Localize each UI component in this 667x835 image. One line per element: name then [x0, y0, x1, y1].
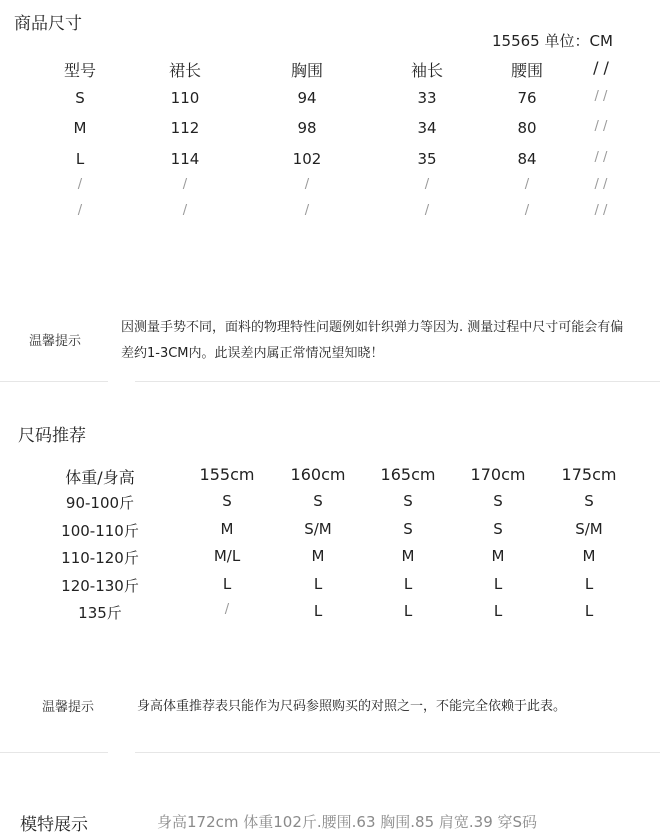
table-header-cell: 体重/身高	[65, 468, 135, 487]
size-table-cell: 34	[417, 119, 437, 137]
code-unit-label: 15565 单位：CM	[492, 32, 613, 50]
size-table-cell: / /	[594, 119, 608, 134]
section-divider	[135, 381, 660, 382]
table-header-cell: 155cm	[199, 465, 255, 484]
size-table-cell: S	[75, 89, 85, 107]
size-table-cell: 84	[517, 150, 537, 168]
section-divider	[0, 381, 108, 382]
size-note-label: 温馨提示	[29, 334, 82, 349]
recommend-table-cell: S	[493, 492, 503, 510]
size-table-cell: /	[524, 177, 530, 192]
size-table-cell: 94	[297, 89, 317, 107]
size-table-cell: / /	[594, 177, 608, 192]
size-table-cell: /	[182, 203, 188, 218]
table-header-cell: 175cm	[561, 465, 617, 484]
recommend-table-cell: L	[313, 575, 323, 593]
recommend-table-cell: S/M	[304, 520, 332, 538]
recommend-table-cell: M/L	[213, 547, 241, 565]
model-section-title: 模特展示	[20, 815, 88, 835]
recommend-table-cell: 110-120斤	[61, 549, 139, 567]
recommend-table-cell: M	[401, 547, 415, 565]
recommend-table-cell: L	[493, 602, 503, 620]
recommend-table-cell: L	[584, 575, 594, 593]
recommend-table-cell: 100-110斤	[61, 522, 139, 540]
recommend-table-cell: S	[222, 492, 232, 510]
size-table-cell: /	[77, 177, 83, 192]
recommend-note-text: 身高体重推荐表只能作为尺码参照购买的对照之一，不能完全依赖于此表。	[137, 699, 567, 714]
recommend-table-cell: L	[584, 602, 594, 620]
size-section-title: 商品尺寸	[14, 14, 82, 34]
size-table-cell: /	[182, 177, 188, 192]
recommend-table-cell: L	[493, 575, 503, 593]
table-header-cell: 裙长	[168, 61, 202, 80]
table-header-cell: 型号	[63, 61, 97, 80]
size-table-cell: /	[304, 203, 310, 218]
size-note-text: 因测量手势不同，面料的物理特性问题例如针织弹力等因为. 测量过程中尺寸可能会有偏差约1-3CM内。此误差内属正常情况望知晓！	[121, 320, 624, 361]
recommend-table-cell: M	[491, 547, 505, 565]
recommend-table-cell: M	[220, 520, 234, 538]
size-table-cell: / /	[594, 89, 608, 104]
size-table-cell: /	[304, 177, 310, 192]
table-header-cell: 腰围	[510, 61, 544, 80]
recommend-table-cell: L	[403, 602, 413, 620]
recommend-table-cell: M	[582, 547, 596, 565]
recommend-note-label: 温馨提示	[42, 700, 95, 715]
recommend-table-cell: 135斤	[78, 604, 122, 622]
table-header-cell: 160cm	[290, 465, 346, 484]
size-table-cell: /	[524, 203, 530, 218]
section-divider	[0, 752, 108, 753]
recommend-table-cell: S/M	[575, 520, 603, 538]
table-header-cell: / /	[593, 58, 609, 77]
recommend-section-title: 尺码推荐	[18, 426, 86, 446]
size-table-cell: 33	[417, 89, 437, 107]
size-table-cell: 110	[170, 89, 200, 107]
recommend-table-cell: S	[584, 492, 594, 510]
table-header-cell: 170cm	[470, 465, 526, 484]
recommend-table-cell: S	[493, 520, 503, 538]
recommend-table-cell: 120-130斤	[61, 577, 139, 595]
recommend-table-cell: 90-100斤	[65, 494, 135, 512]
size-table-cell: / /	[594, 203, 608, 218]
model-info: 身高172cm 体重102斤.腰围.63 胸围.85 肩宽.39 穿S码	[157, 813, 538, 831]
table-header-cell: 165cm	[380, 465, 436, 484]
size-table-cell: M	[73, 119, 87, 137]
size-table-cell: 76	[517, 89, 537, 107]
size-table-cell: 98	[297, 119, 317, 137]
size-table-cell: /	[77, 203, 83, 218]
recommend-table-cell: /	[224, 602, 230, 617]
table-header-cell: 胸围	[290, 61, 324, 80]
size-table-cell: 35	[417, 150, 437, 168]
recommend-table-cell: S	[403, 492, 413, 510]
recommend-table-cell: M	[311, 547, 325, 565]
recommend-table-cell: S	[403, 520, 413, 538]
recommend-table-cell: L	[403, 575, 413, 593]
size-table-cell: 114	[170, 150, 200, 168]
size-table-cell: /	[424, 177, 430, 192]
recommend-table-cell: L	[222, 575, 232, 593]
table-header-cell: 袖长	[410, 61, 444, 80]
section-divider	[135, 752, 660, 753]
size-table-cell: 112	[170, 119, 200, 137]
size-table-cell: 80	[517, 119, 537, 137]
recommend-table-cell: S	[313, 492, 323, 510]
size-table-cell: /	[424, 203, 430, 218]
size-table-cell: / /	[594, 150, 608, 165]
size-table-cell: L	[75, 150, 85, 168]
recommend-table-cell: L	[313, 602, 323, 620]
size-table-cell: 102	[292, 150, 322, 168]
